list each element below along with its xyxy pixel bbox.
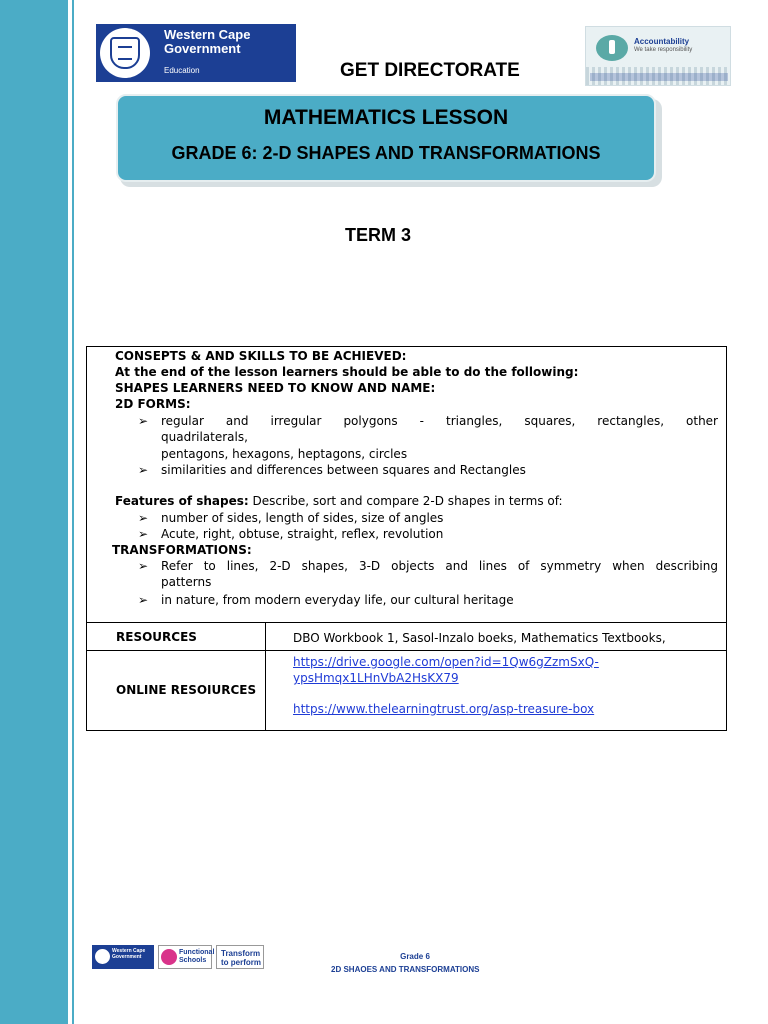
left-accent-line [72, 0, 74, 1024]
lesson-title: MATHEMATICS LESSON [263, 106, 509, 129]
word: regular [161, 414, 204, 428]
word: when [612, 559, 645, 573]
word: to [203, 559, 216, 573]
word: shapes, [301, 559, 348, 573]
word: polygons [343, 414, 398, 428]
logo-line1: Western Cape [164, 27, 251, 42]
footer-wcg-logo [92, 945, 154, 969]
bullet-icon: ➢ [138, 593, 149, 607]
word: symmetry [540, 559, 602, 573]
forms-bullet1-line3: pentagons, hexagons, heptagons, circles [161, 447, 408, 461]
features-label: Features of shapes: [115, 494, 249, 508]
bullet-icon: ➢ [138, 527, 149, 541]
directorate-title: GET DIRECTORATE [340, 60, 520, 81]
logo-line2: Government [164, 41, 241, 56]
features-bullet-2: Acute, right, obtuse, straight, reflex, revolution [161, 527, 444, 541]
features-line [115, 493, 563, 509]
resources-value: DBO Workbook 1, Sasol-Inzalo boeks, Mathematics Textbooks, [293, 631, 666, 645]
term-label: TERM 3 [345, 225, 412, 245]
western-cape-government-logo [96, 24, 296, 82]
footer-logo2-text: Functional Schools [179, 949, 215, 964]
shapes-heading: SHAPES LEARNERS NEED TO KNOW AND NAME: [115, 381, 436, 395]
accountability-logo [585, 26, 731, 86]
word: 3-D [358, 559, 381, 573]
footer-grade: Grade 6 [400, 952, 430, 961]
footer-topic: 2D SHAOES AND TRANSFORMATIONS [331, 965, 480, 974]
word: triangles, [446, 414, 503, 428]
logo-department: Education [164, 66, 200, 75]
functional-schools-icon [161, 949, 177, 965]
forms-heading: 2D FORMS: [115, 397, 191, 411]
features-text: Describe, sort and compare 2-D shapes in terms of: [248, 494, 563, 508]
accountability-tagline: We take responsibility [634, 47, 693, 53]
transformations-heading: TRANSFORMATIONS: [112, 543, 252, 557]
word: and [225, 414, 249, 428]
drive-link-line2[interactable]: ypsHmqx1LHnVbA2HsKX79 [293, 671, 459, 685]
drive-link-line1[interactable]: https://drive.google.com/open?id=1Qw6gZzmSxQ- [293, 655, 599, 669]
accountability-title: Accountability [634, 37, 690, 46]
word: squares, [524, 414, 576, 428]
decorative-strip [590, 73, 728, 81]
bullet-icon: ➢ [138, 414, 149, 428]
word: other [686, 414, 718, 428]
word: describing [655, 559, 718, 573]
trans-bullet1-line1 [161, 558, 718, 574]
word: lines [478, 559, 507, 573]
forms-bullet1-line1 [161, 413, 718, 429]
footer-logo3-text: Transform to perform [221, 949, 261, 967]
forms-bullet2: similarities and differences between squares and Rectangles [161, 463, 526, 477]
word: 2-D [269, 559, 291, 573]
concepts-heading: CONSEPTS & AND SKILLS TO BE ACHIEVED: [115, 349, 407, 363]
learning-trust-link[interactable]: https://www.thelearningtrust.org/asp-treasure-box [293, 702, 595, 716]
bullet-icon: ➢ [138, 511, 149, 525]
bullet-icon: ➢ [138, 463, 149, 477]
lesson-subtitle: GRADE 6: 2-D SHAPES AND TRANSFORMATIONS [171, 143, 601, 163]
column-divider [265, 623, 266, 730]
footer-logo1-text: Western Cape Government [112, 948, 146, 960]
bullet-icon: ➢ [138, 559, 149, 573]
word: Refer [161, 559, 193, 573]
word: lines, [226, 559, 259, 573]
word: irregular [270, 414, 322, 428]
transform-perform-logo [216, 945, 264, 969]
online-resources-label: ONLINE RESOIURCES [116, 683, 257, 697]
word: - [419, 414, 424, 428]
lesson-banner [116, 94, 656, 182]
word: objects [391, 559, 435, 573]
word: rectangles, [597, 414, 665, 428]
hand-badge-icon [596, 35, 628, 61]
word: of [517, 559, 530, 573]
coat-of-arms-icon [95, 949, 110, 964]
functional-schools-logo [158, 945, 215, 969]
resources-label: RESOURCES [116, 630, 197, 644]
footer-logos [92, 943, 266, 971]
features-bullet-1: number of sides, length of sides, size of angles [161, 511, 444, 525]
concepts-intro: At the end of the lesson learners should be able to do the following: [115, 365, 579, 379]
trans-bullet1-line2: patterns [161, 575, 212, 589]
trans-bullet2: in nature, from modern everyday life, our cultural heritage [161, 593, 514, 607]
coat-of-arms-icon [100, 28, 150, 78]
word: and [445, 559, 468, 573]
forms-bullet1-line2: quadrilaterals, [161, 430, 248, 444]
left-accent-bar [0, 0, 68, 1024]
